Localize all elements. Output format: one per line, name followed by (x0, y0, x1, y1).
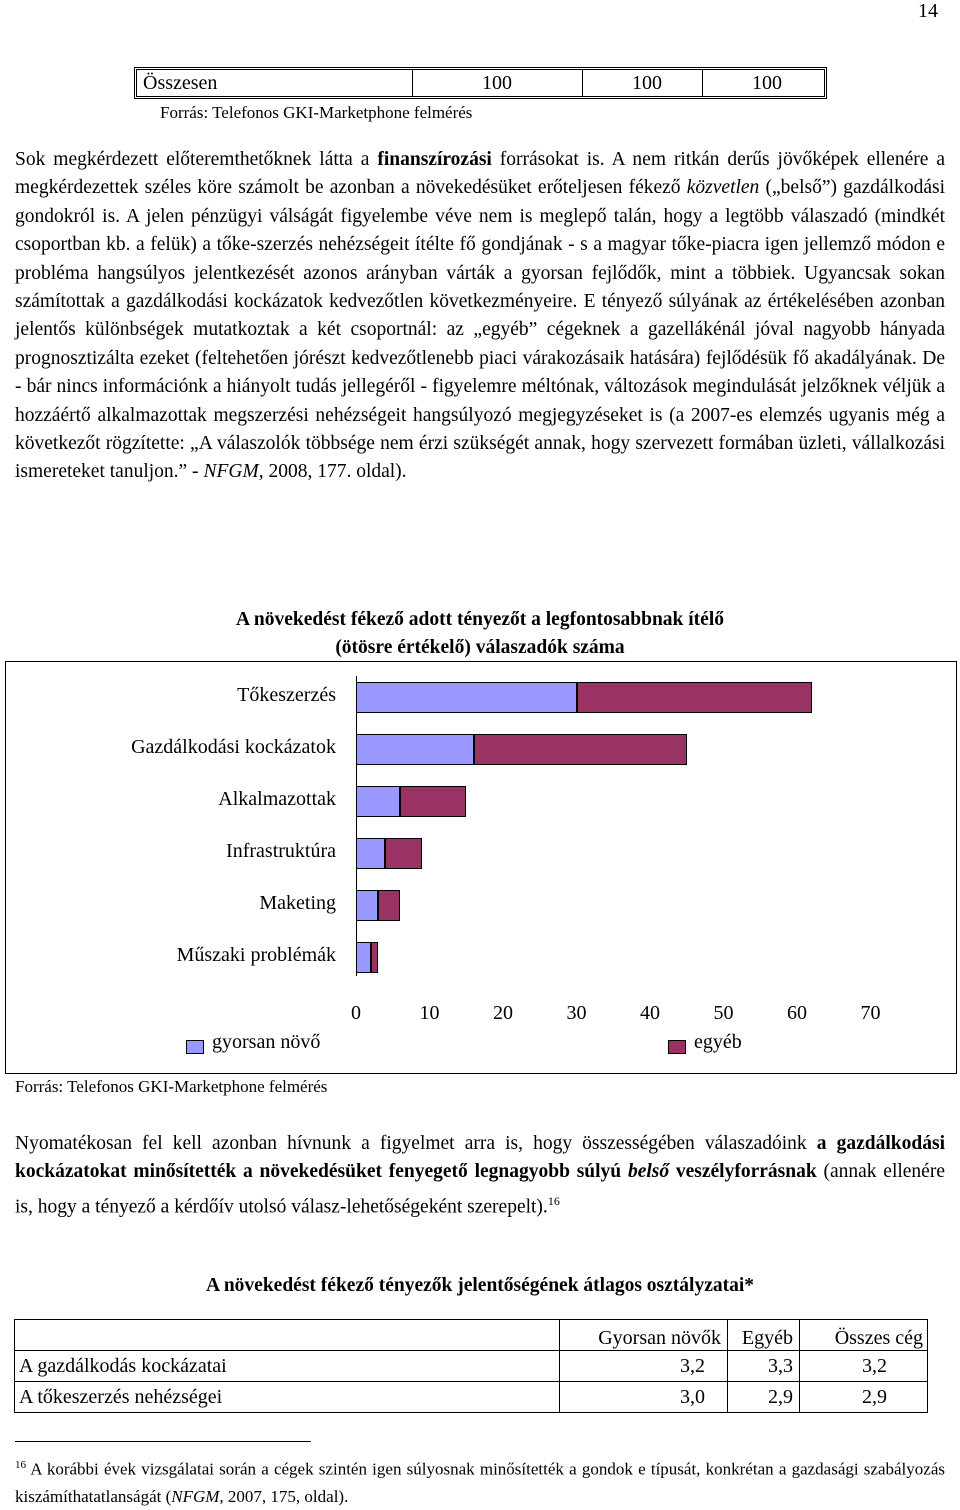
x-tick-label: 70 (860, 1002, 881, 1024)
footnote-divider (15, 1441, 311, 1442)
summary-value: 100 (482, 72, 512, 94)
footnote: $^{16}$ A korábbi évek vizsgálatai során a cégek szintén igen súlyosnak minősítették a gondok e típusát, konkrétan a gazdasági szabályozás kiszámíthatatlanságát (NFGM, 2007, 175, oldal). (15, 1459, 945, 1506)
header-cell: Egyéb (728, 1320, 800, 1351)
bar-segment-other (577, 682, 812, 713)
cell-value: 2,9 (800, 1382, 928, 1413)
bar-segment-other (378, 890, 400, 921)
chart-title: A növekedést fékező adott tényezőt a legfontosabbnak ítélő (ötösre értékelő) válaszadók száma (235, 609, 724, 658)
x-tick-label: 0 (351, 1002, 361, 1024)
row-label: A tőkeszerzés nehézségei (15, 1382, 560, 1413)
legend-label-fast-growing: gyorsan növő (212, 1031, 321, 1053)
table-header-row (15, 1320, 928, 1351)
x-tick-label: 20 (493, 1002, 513, 1024)
row-label: A gazdálkodás kockázatai (15, 1351, 560, 1382)
bar-segment-other (400, 786, 466, 817)
category-label: Műszaki problémák (176, 944, 336, 966)
category-label: Maketing (259, 892, 336, 914)
cell-value: 3,2 (800, 1351, 928, 1382)
category-label: Gazdálkodási kockázatok (131, 736, 336, 758)
x-tick-label: 10 (419, 1002, 440, 1024)
summary-table (134, 67, 827, 99)
chart-source: Forrás: Telefonos GKI-Marketphone felmérés (15, 1077, 328, 1096)
summary-value: 100 (632, 72, 662, 94)
category-label: Infrastruktúra (226, 840, 336, 862)
bar-segment-fast-growing (356, 890, 378, 921)
x-tick-label: 60 (787, 1002, 807, 1024)
table-divider (412, 69, 413, 97)
legend-label-other: egyéb (694, 1031, 742, 1053)
bar-segment-other (385, 838, 422, 869)
cell-value: 2,9 (728, 1382, 800, 1413)
paragraph-1: Sok megkérdezett előteremthetőknek látta a finanszírozási forrásokat is. A nem ritkán derűs jövőképek ellenére a megkérdezettek széles köre számolt be azonban a növekedésüket erőteljesen fékező közvetlen („belső”) gazdálkodási gondokról is. A jelen pénzügyi válságát figyelembe véve nem is meglepő talán, hogy a legtöbb válaszadó (mindkét csoportban kb. a felük) a tőke-szerzés nehézségeit ítélte fő gondjának - s a magyar tőke-piacra igen jellemző módon e probléma hangsúlyos jelentkezését azonos arányban várták a gyorsan fejlődők, mint a többiek. Ugyancsak sokan számítottak a gazdálkodási kockázatok kedvezőtlen következményeire. E tényező súlyának az értékelésében azonban jelentős különbségek mutatkoztak a két csoportnál: az „egyéb” cégeknek a gazellákénál jóval nagyobb hányada prognosztizálta ezeket (feltehetően jórészt kedvezőtlenebb piaci várakozásaik hatására) fejlődésük fő akadályának. De - bár nincs információnk a hiányolt tudás jellegéről - figyelemre méltónak, változások megindulását jelzőknek véljük a hozzáértő alkalmazottak megszerzési nehézségeit hangsúlyozó megjegyzéseket is (a 2007-es elemzés ugyanis még a következőt rögzítette: „A válaszolók többsége nem érzi szükségét annak, hogy szervezett formában üzleti, vállalkozási ismereteket tanuljon.” - NFGM, 2008, 177. oldal). (15, 149, 945, 483)
header-cell: Összes cég (800, 1320, 928, 1351)
table-row (15, 1382, 928, 1413)
bar-segment-fast-growing (356, 786, 400, 817)
bar-segment-other (474, 734, 687, 765)
cell-value: 3,0 (560, 1382, 728, 1413)
table-divider (582, 69, 583, 97)
page-number: 14 (918, 0, 938, 22)
cell-value: 3,2 (560, 1351, 728, 1382)
legend-swatch-other (668, 1040, 686, 1054)
x-tick-label: 30 (566, 1002, 587, 1024)
bar-segment-fast-growing (356, 942, 371, 973)
table-source: Forrás: Telefonos GKI-Marketphone felmérés (160, 103, 473, 122)
table2-title: A növekedést fékező tényezők jelentőségének átlagos osztályzatai* (205, 1275, 755, 1296)
summary-value: 100 (752, 72, 782, 94)
header-cell: Gyorsan növők (560, 1320, 728, 1351)
footnote-ref: 16 (547, 1193, 560, 1208)
bar-segment-fast-growing (356, 734, 474, 765)
y-axis-line (356, 676, 357, 976)
x-tick-label: 50 (713, 1002, 734, 1024)
category-label: Alkalmazottak (218, 788, 336, 810)
ratings-table (14, 1319, 928, 1413)
bar-segment-other (371, 942, 378, 973)
table-row (15, 1351, 928, 1382)
legend-swatch-fast-growing (186, 1040, 204, 1054)
bar-segment-fast-growing (356, 682, 577, 713)
bar-segment-fast-growing (356, 838, 385, 869)
x-tick-label: 40 (640, 1002, 660, 1024)
paragraph-2: Nyomatékosan fel kell azonban hívnunk a figyelmet arra is, hogy összességében válaszadóink a gazdálkodási kockázatokat minősítették a növekedésüket fenyegető legnagyobb súlyú belső veszélyforrásnak (annak ellenére is, hogy a tényező a kérdőív utolsó válasz-lehetőségeként szerepelt).$^{16}$ (15, 1133, 945, 1218)
summary-row-label: Összesen (143, 72, 218, 94)
cell-value: 3,3 (728, 1351, 800, 1382)
table-divider (702, 69, 703, 97)
category-label: Tőkeszerzés (237, 684, 336, 706)
